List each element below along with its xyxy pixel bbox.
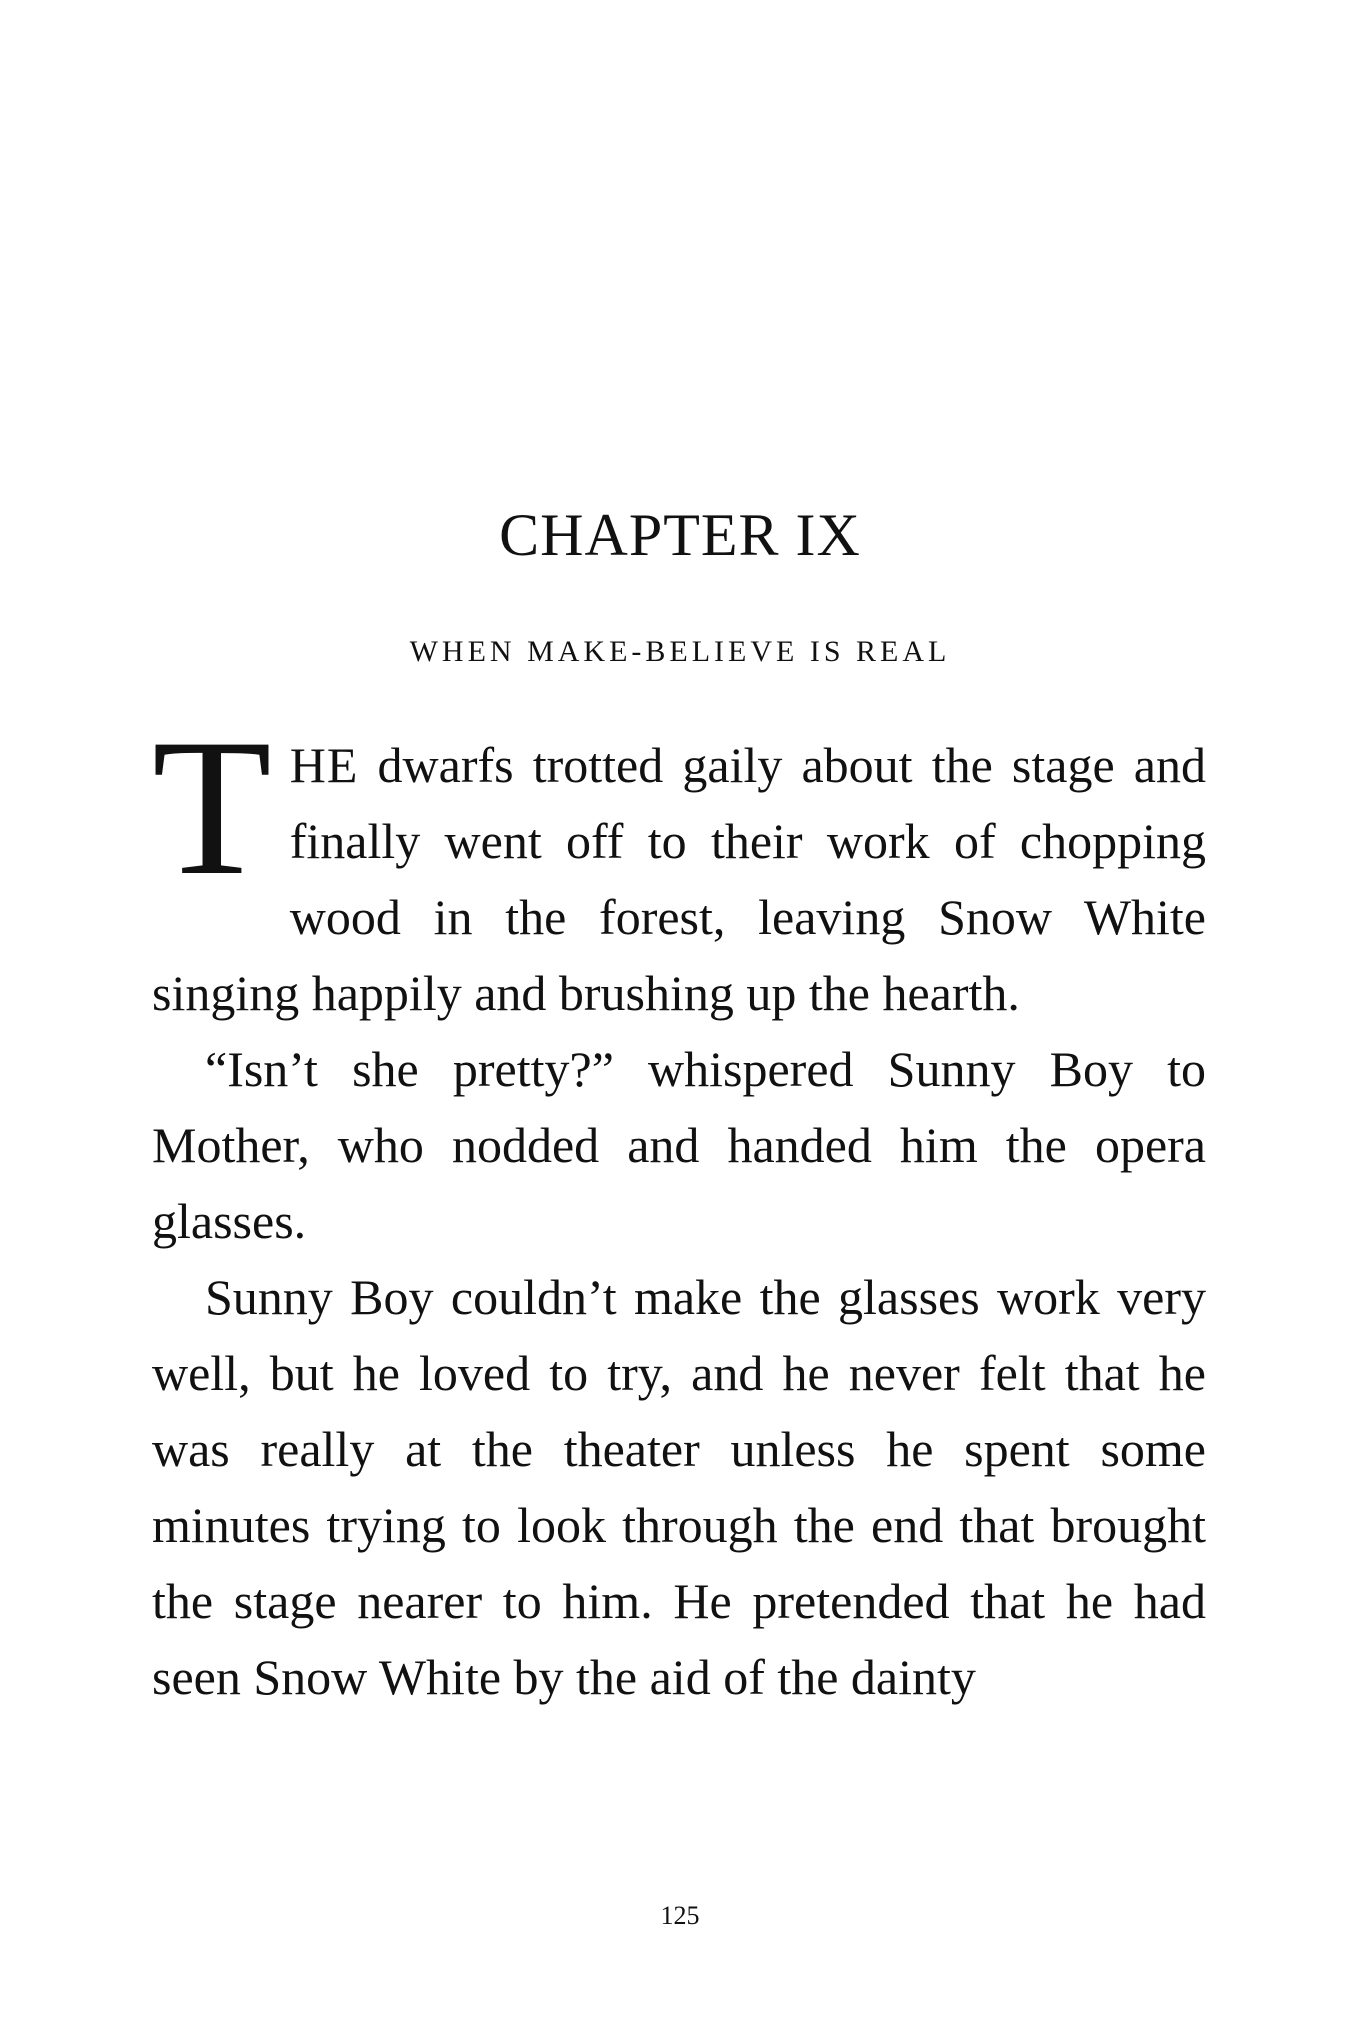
- chapter-subtitle: WHEN MAKE-BELIEVE IS REAL: [409, 635, 951, 668]
- paragraph-3: Sunny Boy couldn’t make the glasses work very well, but he loved to try, and he never felt that he was really at the theater unless he spent some minutes trying to look through the end that brought the stage nearer to him. He pretended that he had seen Snow White by the aid of the dainty: [152, 1269, 1206, 1705]
- paragraph-2: “Isn’t she pretty?” whispered Sunny Boy to Mother, who nodded and handed him the opera glasses.: [152, 1041, 1206, 1249]
- page-number: 125: [660, 1901, 700, 1930]
- chapter-title: CHAPTER IX: [499, 502, 861, 568]
- paragraph-1-lead-caps: HE: [289, 737, 359, 793]
- paragraph-1-text: dwarfs trotted gaily about the stage and finally went off to their work of chopping wood in the forest, leaving Snow White singing happily and brushing up the hearth.: [152, 737, 1206, 1021]
- body-text: [152, 699, 1206, 1715]
- drop-cap: T: [152, 699, 272, 916]
- paragraph-1: [152, 699, 1206, 1031]
